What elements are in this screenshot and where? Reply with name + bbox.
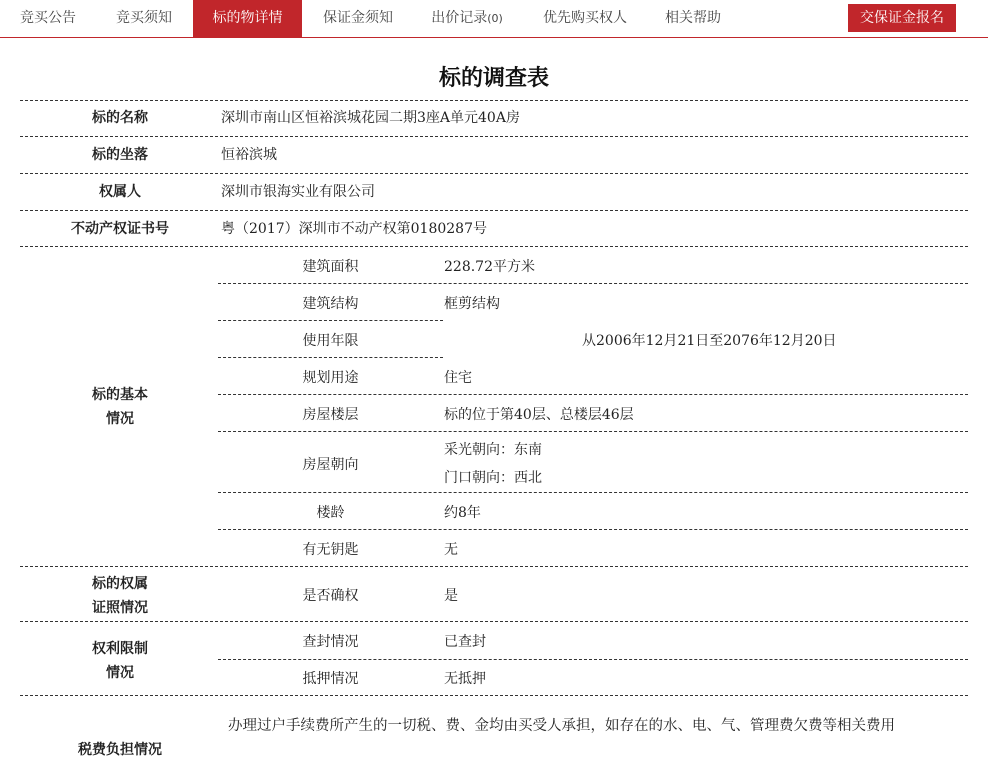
table-divider [218,529,968,530]
mortgage-value: 无抵押 [444,671,486,687]
title-cert-label-2: 证照情况 [92,600,148,616]
tab-priority-buyers[interactable]: 优先购买权人 [543,10,627,26]
basic-info-label-2: 情况 [106,411,134,427]
table-divider [20,173,968,174]
tab-bid-records[interactable] [425,0,509,37]
orientation-label: 房屋朝向 [302,457,359,473]
table-divider [218,320,443,321]
title-cert-label: 标的权属 [92,576,148,592]
certificate-value: 粤（2017）深圳市不动产权第0180287号 [221,221,487,237]
table-divider [20,136,968,137]
usage-label: 规划用途 [302,370,359,386]
page-title: 标的调查表 [438,65,549,91]
seizure-value: 已查封 [444,634,486,650]
confirmed-value: 是 [444,588,458,604]
table-divider [218,431,968,432]
usage-value: 住宅 [444,370,472,386]
location-label: 标的坐落 [92,147,148,163]
name-value: 深圳市南山区恒裕滨城花园二期3座A单元40A房 [221,110,520,126]
location-value: 恒裕滨城 [221,147,277,163]
table-divider [218,283,968,284]
structure-value: 框剪结构 [444,296,500,312]
bid-count-badge: (0) [487,12,503,25]
light-orientation-value: 采光朝向：东南 [444,442,542,458]
mortgage-label: 抵押情况 [302,671,359,687]
floor-label: 房屋楼层 [302,407,359,423]
building-age-label: 楼龄 [316,505,345,521]
owner-value: 深圳市银海实业有限公司 [221,184,375,200]
tab-deposit-notice[interactable]: 保证金须知 [323,10,393,26]
table-divider [20,100,968,101]
structure-label: 建筑结构 [302,296,359,312]
keys-label: 有无钥匙 [302,542,359,558]
tax-value: 办理过户手续费所产生的一切税、费、金均由买受人承担，如存在的水、电、气、管理费欠费等相关费用 [228,718,895,734]
table-divider [20,621,968,622]
tab-auction-notice[interactable]: 竞买公告 [20,10,76,26]
restrictions-label: 权利限制 [92,641,148,657]
table-divider [218,394,968,395]
name-label: 标的名称 [92,110,148,126]
basic-info-label: 标的基本 [92,387,148,403]
tab-help[interactable]: 相关帮助 [665,10,721,26]
pay-deposit-register-button[interactable]: 交保证金报名 [848,4,956,32]
tab-bidding-rules[interactable]: 竞买须知 [116,10,172,26]
table-divider [20,246,968,247]
seizure-label: 查封情况 [302,634,359,650]
table-divider [20,695,968,696]
table-divider [20,210,968,211]
certificate-label: 不动产权证书号 [71,221,169,237]
table-divider [218,659,968,660]
table-divider [218,492,968,493]
confirmed-label: 是否确权 [302,588,359,604]
tax-label: 税费负担情况 [78,742,162,758]
door-orientation-value: 门口朝向：西北 [444,470,542,486]
keys-value: 无 [444,542,458,558]
table-divider [20,566,968,567]
tab-bid-records-label: 出价记录 [431,10,488,26]
building-age-value: 约8年 [444,505,481,521]
area-value: 228.72平方米 [444,259,535,275]
area-label: 建筑面积 [302,259,359,275]
tab-bar [0,0,988,38]
term-value: 从2006年12月21日至2076年12月20日 [582,333,837,349]
restrictions-label-2: 情况 [106,665,134,681]
tab-item-details[interactable]: 标的物详情 [193,0,302,37]
term-label: 使用年限 [302,333,359,349]
floor-value: 标的位于第40层、总楼层46层 [444,407,634,423]
owner-label: 权属人 [99,184,141,200]
table-divider [218,357,443,358]
